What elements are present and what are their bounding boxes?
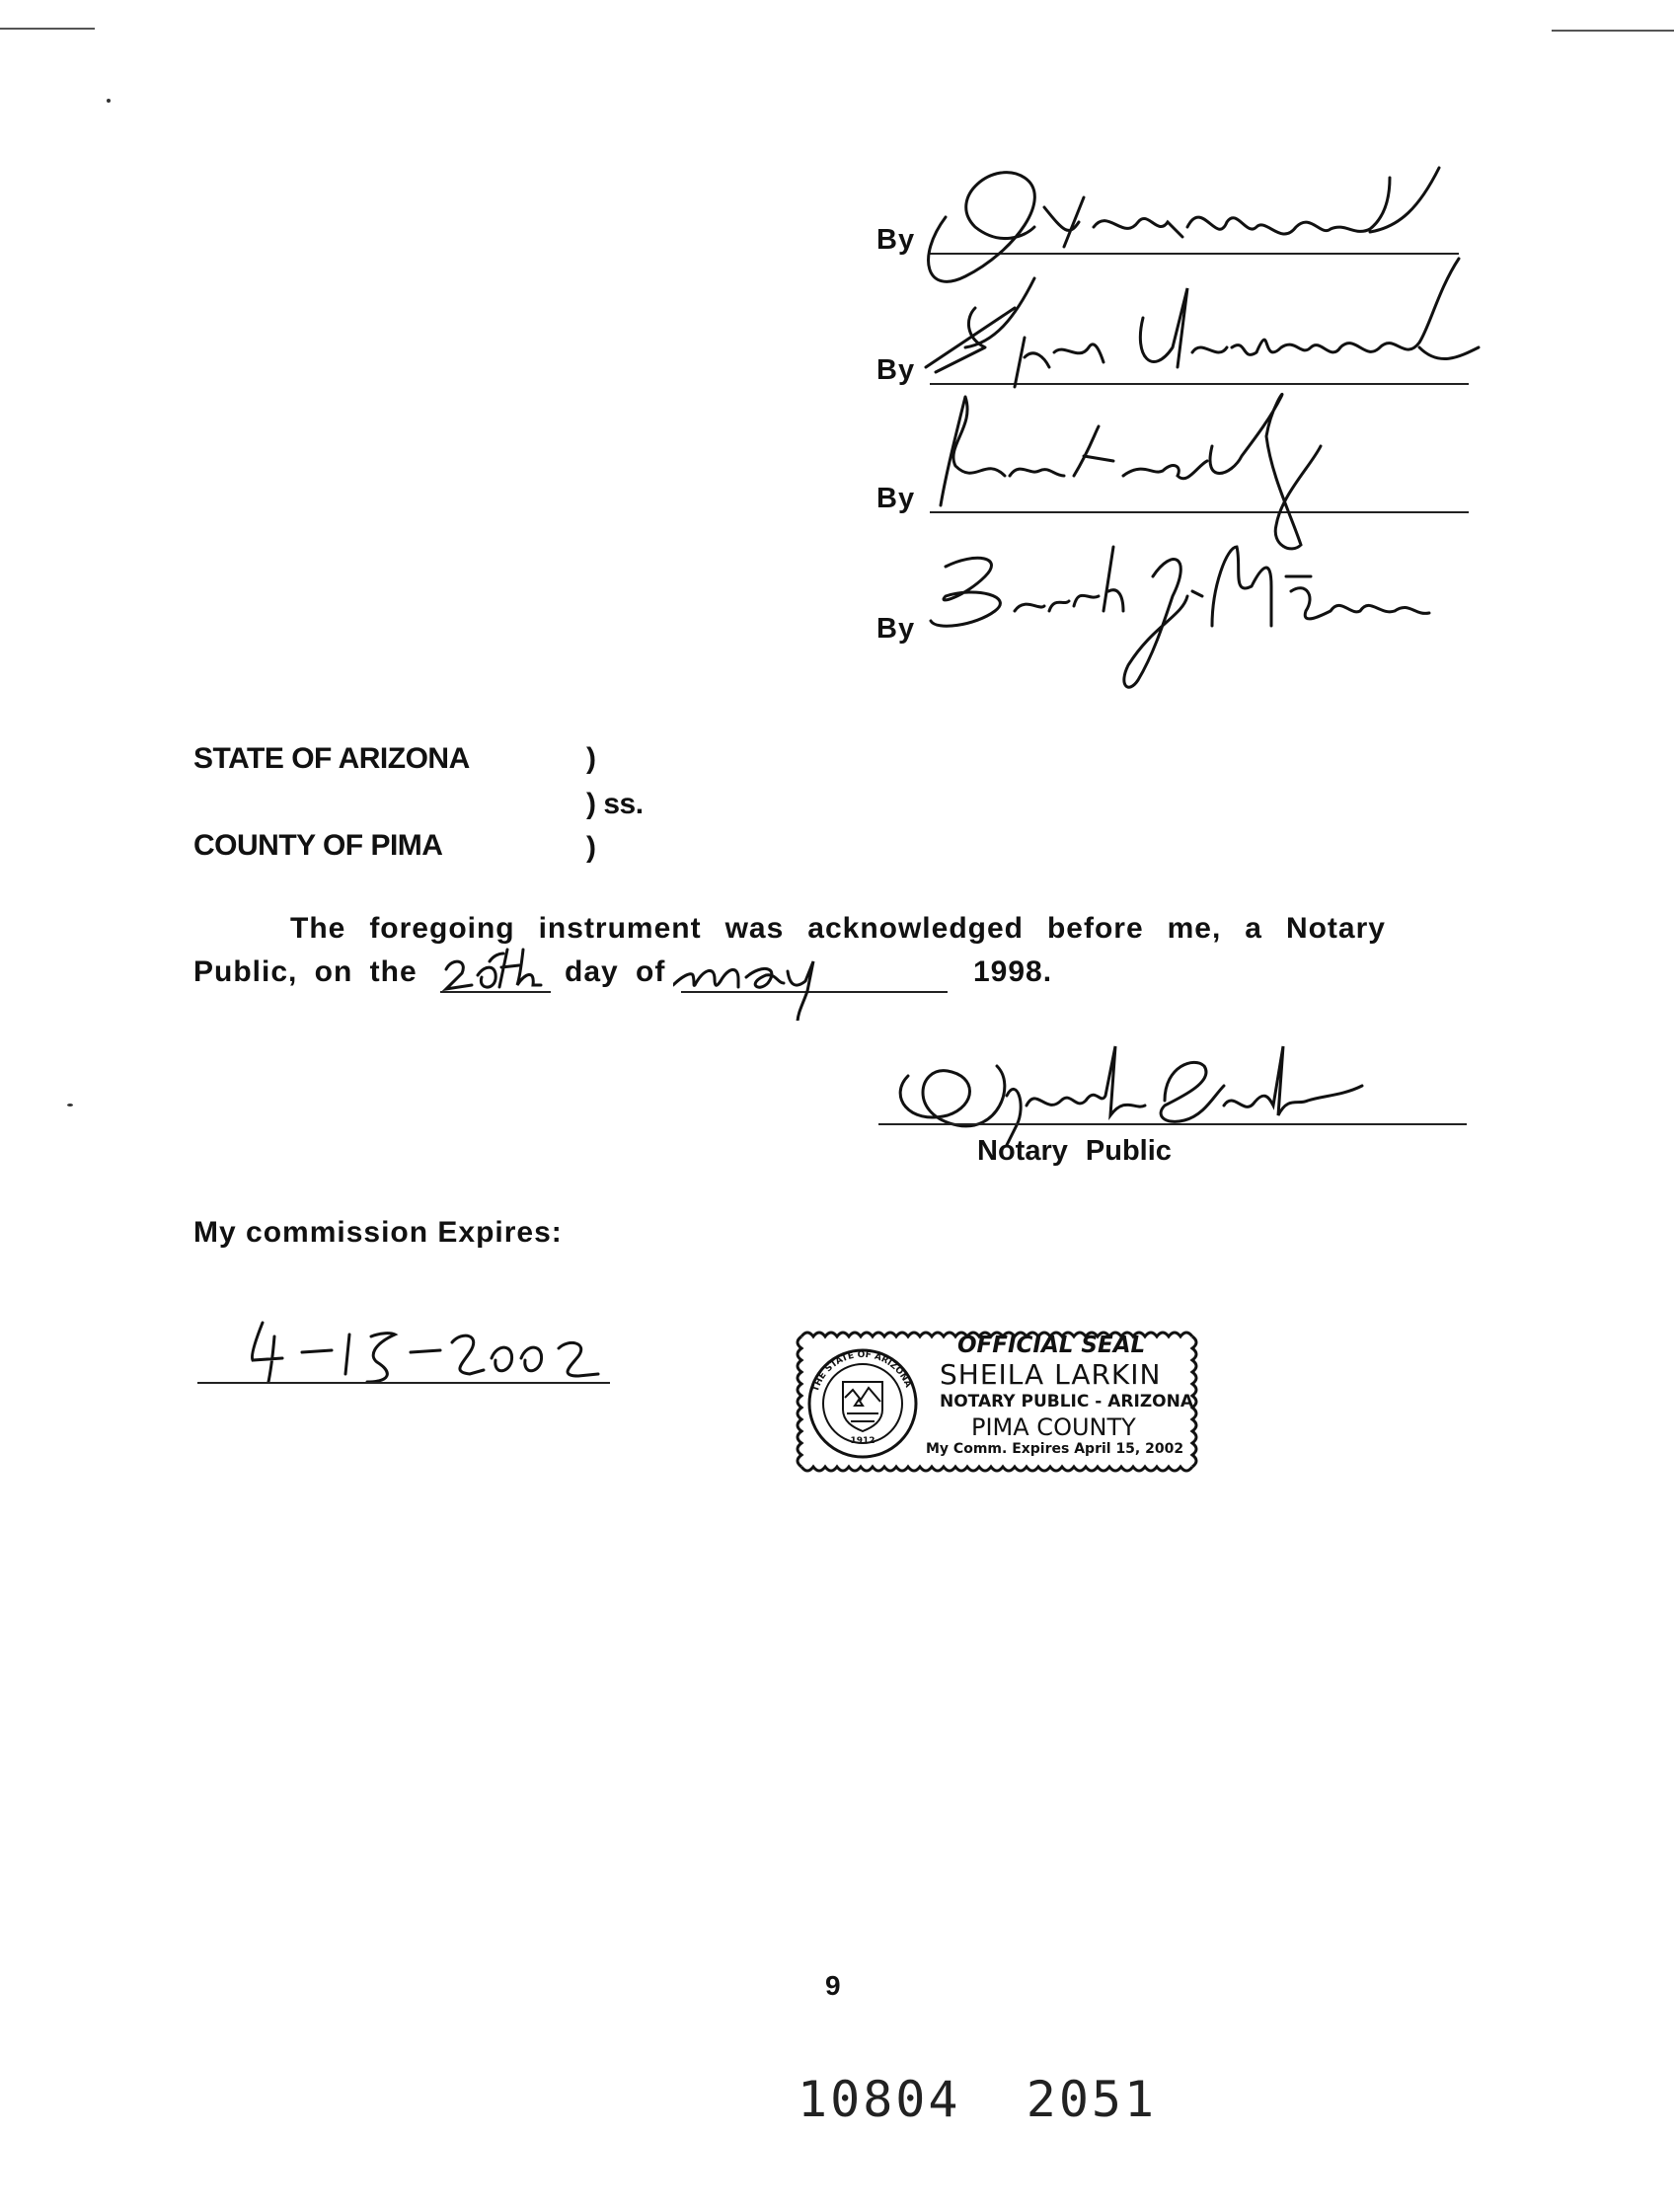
acknowledgment-line-2 <box>193 955 1082 1015</box>
page-number: 9 <box>825 1970 841 2001</box>
scan-speck <box>107 99 111 103</box>
handwritten-signature-4 <box>916 517 1548 715</box>
ack-prefix: Public, on the <box>193 955 418 988</box>
ack-word: The <box>290 912 346 945</box>
seal-line-5: My Comm. Expires April 15, 2002 <box>926 1441 1184 1457</box>
scan-edge-mark-right <box>1552 30 1674 32</box>
seal-ring-text: THE STATE OF ARIZONA <box>810 1349 913 1394</box>
seal-line-1: OFFICIAL SEAL <box>957 1333 1146 1358</box>
scan-edge-mark-left <box>0 28 95 30</box>
county-label: COUNTY OF PIMA <box>193 829 443 862</box>
handwritten-expiration-date <box>243 1313 638 1392</box>
document-recording-number: 10804 2051 <box>798 2071 1158 2128</box>
by-label: By <box>876 483 916 514</box>
seal-ring-year: 1912 <box>850 1436 875 1446</box>
notary-handwritten-signature <box>869 1027 1382 1145</box>
handwritten-day <box>438 940 557 999</box>
commission-label: My commission Expires: <box>193 1216 563 1249</box>
official-notary-seal <box>794 1319 1208 1487</box>
ss-label: ) ss. <box>586 788 644 820</box>
venue-paren: ) <box>586 831 596 864</box>
seal-line-2: SHEILA LARKIN <box>940 1358 1162 1391</box>
ack-word: acknowledged <box>807 912 1024 945</box>
ack-mid: day of <box>565 955 666 988</box>
scan-speck <box>67 1104 73 1106</box>
ack-year: 1998. <box>973 955 1053 988</box>
signature-line-1 <box>876 197 1459 257</box>
ack-word: a <box>1245 912 1262 945</box>
signature-line-4 <box>876 586 1469 646</box>
expiration-rule <box>197 1382 610 1384</box>
notary-signature-rule <box>878 1123 1467 1125</box>
by-label: By <box>876 224 916 256</box>
by-label: By <box>876 354 916 386</box>
ack-word: instrument <box>538 912 702 945</box>
ack-word: Notary <box>1285 912 1386 945</box>
ack-word: was <box>724 912 785 945</box>
handwritten-month <box>673 942 910 1021</box>
signature-line-3 <box>876 456 1469 515</box>
ack-word: foregoing <box>369 912 515 945</box>
by-label: By <box>876 613 916 645</box>
seal-line-3: NOTARY PUBLIC - ARIZONA <box>940 1392 1193 1411</box>
ack-word: before <box>1046 912 1144 945</box>
state-label: STATE OF ARIZONA <box>193 742 470 775</box>
venue-paren: ) <box>586 742 596 775</box>
seal-line-4: PIMA COUNTY <box>971 1413 1136 1441</box>
ack-word: me, <box>1167 912 1222 945</box>
notary-title: Notary Public <box>977 1135 1172 1167</box>
